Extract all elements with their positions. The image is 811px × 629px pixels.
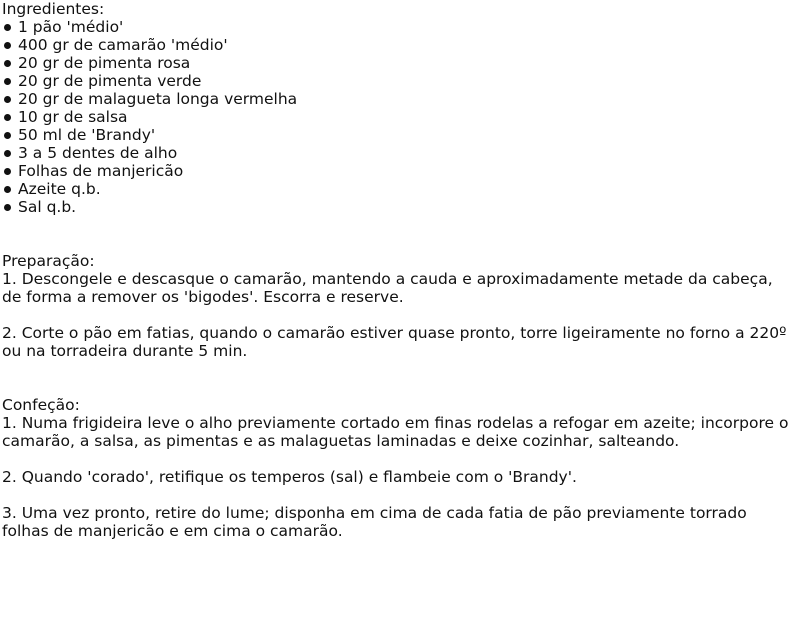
ingredient-item: 20 gr de malagueta longa vermelha (2, 90, 792, 108)
spacer (2, 216, 792, 252)
preparation-step: 2. Corte o pão em fatias, quando o camarão estiver quase pronto, torre ligeiramente no forno a 220º ou na torradeira durante 5 min. (2, 324, 787, 360)
confection-heading: Confeção: (2, 396, 80, 414)
ingredient-item: 50 ml de 'Brandy' (2, 126, 792, 144)
recipe-document (2, 0, 792, 540)
ingredient-item: 3 a 5 dentes de alho (2, 144, 792, 162)
spacer (2, 360, 792, 396)
spacer (2, 306, 792, 324)
ingredients-list (2, 18, 792, 216)
preparation-step: 1. Descongele e descasque o camarão, mantendo a cauda e aproximadamente metade da cabeça, de forma a remover os 'bigodes'. Escorra e reserve. (2, 270, 773, 306)
ingredient-item: 1 pão 'médio' (2, 18, 792, 36)
confection-step: 3. Uma vez pronto, retire do lume; disponha em cima de cada fatia de pão previamente torrado folhas de manjericão e em cima o camarão. (2, 504, 747, 540)
ingredient-item: 20 gr de pimenta verde (2, 72, 792, 90)
ingredient-item: 10 gr de salsa (2, 108, 792, 126)
ingredient-item: Folhas de manjericão (2, 162, 792, 180)
ingredient-item: 400 gr de camarão 'médio' (2, 36, 792, 54)
preparation-heading: Preparação: (2, 252, 95, 270)
ingredient-item: 20 gr de pimenta rosa (2, 54, 792, 72)
spacer (2, 486, 792, 504)
ingredients-heading: Ingredientes: (2, 0, 105, 18)
confection-step: 1. Numa frigideira leve o alho previamente cortado em finas rodelas a refogar em azeite; incorpore o camarão, a salsa, as pimentas e as malaguetas laminadas e deixe cozinhar, salteando. (2, 414, 789, 450)
ingredient-item: Sal q.b. (2, 198, 792, 216)
confection-step: 2. Quando 'corado', retifique os temperos (sal) e flambeie com o 'Brandy'. (2, 468, 577, 486)
ingredient-item: Azeite q.b. (2, 180, 792, 198)
spacer (2, 450, 792, 468)
